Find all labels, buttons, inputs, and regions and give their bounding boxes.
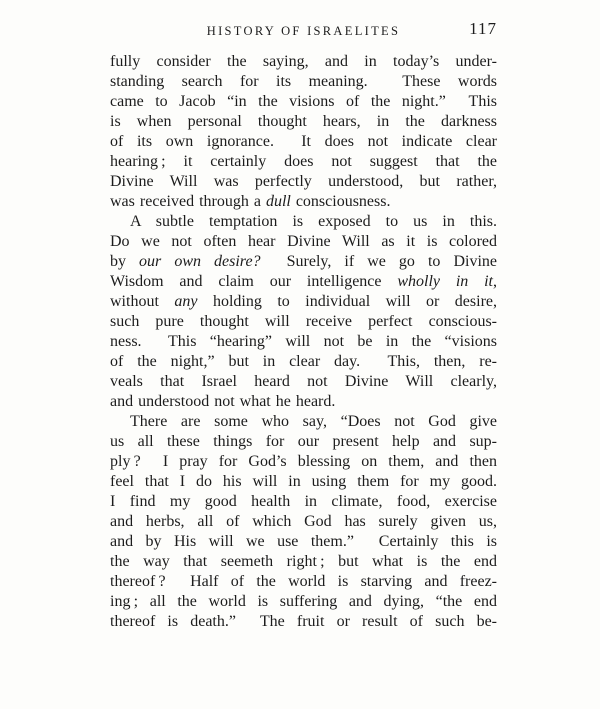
text-line — [110, 432, 497, 452]
text-line — [110, 512, 497, 532]
text-segment: by — [110, 253, 140, 270]
text-segment: A subtle temptation is exposed to us in this. — [130, 213, 497, 230]
text-line — [110, 192, 497, 212]
text-line — [110, 592, 497, 612]
text-line — [110, 112, 497, 132]
text-line — [110, 312, 497, 332]
text-segment: thereof ? Half of the world is starving and freez- — [110, 573, 497, 590]
text-segment: consciousness. — [290, 193, 391, 210]
italic-text-segment: any — [174, 293, 198, 310]
text-line — [110, 452, 497, 472]
running-head — [110, 20, 497, 40]
text-line — [110, 52, 497, 72]
paragraph — [110, 212, 497, 412]
text-segment: standing search for its meaning. These words — [110, 73, 497, 90]
italic-text-segment: our own desire? — [139, 253, 261, 270]
text-line — [110, 572, 497, 592]
text-line — [110, 252, 497, 272]
text-segment: and understood not what he heard. — [110, 393, 336, 410]
text-segment: us all these things for our present help and sup- — [110, 433, 497, 450]
page-number: 117 — [469, 19, 497, 38]
paragraph — [110, 412, 497, 632]
text-segment: the way that seemeth right ; but what is the end — [110, 553, 497, 570]
italic-text-segment: wholly in it — [397, 273, 494, 290]
italic-text-segment: dull — [265, 193, 291, 210]
text-segment: ply ? I pray for God’s blessing on them, and then — [110, 453, 497, 470]
text-segment: fully consider the saying, and in today’s under- — [110, 53, 497, 70]
text-line — [110, 492, 497, 512]
text-segment: Wisdom and claim our intelligence — [110, 273, 398, 290]
text-segment: without — [110, 293, 175, 310]
text-segment: There are some who say, “Does not God give — [130, 413, 497, 430]
text-segment: of its own ignorance. It does not indicate clear — [110, 133, 497, 150]
text-line — [110, 352, 497, 372]
text-segment: ing ; all the world is suffering and dying, “the end — [110, 593, 497, 610]
text-line — [110, 332, 497, 352]
text-segment: is when personal thought hears, in the darkness — [110, 113, 497, 130]
text-line — [110, 472, 497, 492]
text-line — [110, 372, 497, 392]
text-line — [110, 392, 497, 412]
text-segment: was received through a — [110, 193, 266, 210]
text-segment: feel that I do his will in using them for my good. — [110, 473, 497, 490]
body-text — [110, 52, 497, 632]
text-segment: , — [493, 273, 498, 290]
text-segment: holding to individual will or desire, — [197, 293, 498, 310]
paragraph — [110, 52, 497, 212]
text-line — [110, 152, 497, 172]
text-segment: and herbs, all of which God has surely given us, — [110, 513, 497, 530]
text-line — [110, 92, 497, 112]
text-segment: Do we not often hear Divine Will as it is colored — [110, 233, 497, 250]
text-line — [110, 552, 497, 572]
text-segment: of the night,” but in clear day. This, then, re- — [110, 353, 497, 370]
text-line — [110, 232, 497, 252]
text-line — [110, 412, 497, 432]
text-line — [110, 72, 497, 92]
text-segment: I find my good health in climate, food, exercise — [110, 493, 497, 510]
running-head-title: HISTORY OF ISRAELITES — [206, 24, 401, 38]
text-segment: hearing ; it certainly does not suggest that the — [110, 153, 497, 170]
text-line — [110, 172, 497, 192]
text-segment: ness. This “hearing” will not be in the “visions — [110, 333, 497, 350]
text-line — [110, 292, 497, 312]
text-segment: and by His will we use them.” Certainly this is — [110, 533, 497, 550]
text-segment: such pure thought will receive perfect conscious- — [110, 313, 497, 330]
text-segment: veals that Israel heard not Divine Will clearly, — [110, 373, 497, 390]
text-segment: thereof is death.” The fruit or result of such be- — [110, 613, 497, 630]
text-segment: came to Jacob “in the visions of the night.” This — [110, 93, 497, 110]
text-line — [110, 212, 497, 232]
text-line — [110, 272, 497, 292]
text-segment: Surely, if we go to Divine — [260, 253, 498, 270]
text-line — [110, 132, 497, 152]
text-segment: Divine Will was perfectly understood, but rather, — [110, 173, 497, 190]
text-line — [110, 532, 497, 552]
text-line — [110, 612, 497, 632]
